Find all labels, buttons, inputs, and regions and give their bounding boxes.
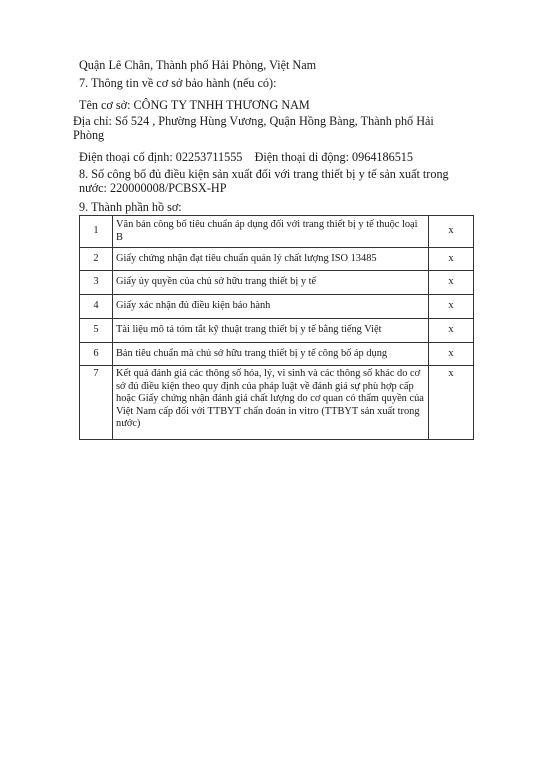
check-mark: x (429, 319, 474, 343)
document-title: Kết quả đánh giá các thông số hóa, lý, vi sinh và các thông số khác do cơ sở đủ điều kiện theo quy định của pháp luật về đánh giá sự phù hợp cấp hoặc Giấy chứng nhận đánh giá chất lượng do cơ quan có thẩm quyền của Việt Nam cấp đối với TTBYT chẩn đoán in vitro (TTBYT sản xuất trong nước) (113, 366, 429, 440)
document-title: Bản tiêu chuẩn mà chủ sở hữu trang thiết bị y tế công bố áp dụng (113, 343, 429, 366)
table-row (80, 271, 474, 295)
row-number: 6 (80, 343, 113, 366)
document-title: Giấy xác nhận đủ điều kiện bảo hành (113, 295, 429, 319)
table-row (80, 319, 474, 343)
address-continuation: Quận Lê Chân, Thành phố Hải Phòng, Việt Nam (79, 58, 317, 72)
facility-address: Địa chỉ: Số 524 , Phường Hùng Vương, Quận Hồng Bàng, Thành phố Hải Phòng (73, 114, 434, 142)
check-mark: x (429, 216, 474, 248)
phone-numbers: Điện thoại cố định: 02253711555 Điện thoại di động: 0964186515 (79, 150, 413, 164)
check-mark: x (429, 271, 474, 295)
section-9-heading: 9. Thành phần hồ sơ: (79, 200, 182, 214)
document-title: Giấy ủy quyền của chủ sở hữu trang thiết bị y tế (113, 271, 429, 295)
check-mark: x (429, 295, 474, 319)
document-title: Văn bản công bố tiêu chuẩn áp dụng đối với trang thiết bị y tế thuộc loại B (113, 216, 429, 248)
table-row (80, 366, 474, 440)
document-title: Giấy chứng nhận đạt tiêu chuẩn quản lý chất lượng ISO 13485 (113, 248, 429, 271)
check-mark: x (429, 366, 474, 440)
section-7-heading: 7. Thông tin về cơ sở bảo hành (nếu có): (79, 76, 277, 90)
row-number: 3 (80, 271, 113, 295)
document-title: Tài liệu mô tả tóm tắt kỹ thuật trang thiết bị y tế bằng tiếng Việt (113, 319, 429, 343)
table-row (80, 248, 474, 271)
row-number: 2 (80, 248, 113, 271)
row-number: 5 (80, 319, 113, 343)
table-row (80, 343, 474, 366)
documents-table (79, 215, 474, 440)
section-8-heading: 8. Số công bố đủ điều kiện sản xuất đối với trang thiết bị y tế sản xuất trong nước: 220000008/PCBSX-HP (79, 167, 449, 195)
row-number: 4 (80, 295, 113, 319)
check-mark: x (429, 248, 474, 271)
row-number: 7 (80, 366, 113, 440)
row-number: 1 (80, 216, 113, 248)
facility-name: Tên cơ sở: CÔNG TY TNHH THƯƠNG NAM (79, 98, 310, 112)
table-row (80, 216, 474, 248)
table-row (80, 295, 474, 319)
check-mark: x (429, 343, 474, 366)
